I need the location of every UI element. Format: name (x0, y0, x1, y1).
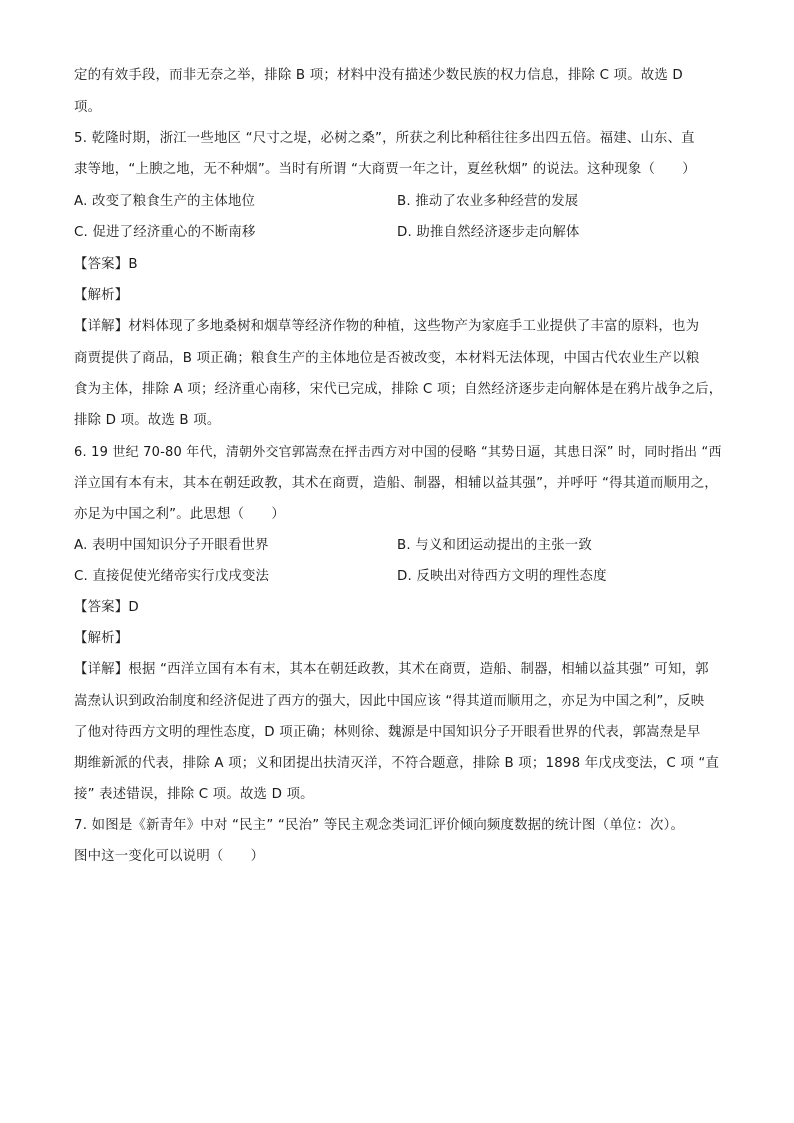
question-5-option-b: B. 推动了农业多种经营的发展 (397, 194, 579, 209)
question-6-option-a: A. 表明中国知识分子开眼看世界 (74, 538, 269, 553)
prev-explanation-line-1: 定的有效手段，而非无奈之举，排除 B 项；材料中没有描述少数民族的权力信息，排除 C 项。故选 D (74, 68, 683, 83)
question-5-stem-line-1: 5. 乾隆时期，浙江一些地区 “尺寸之堤，必树之桑”，所获之利比种稻往往多出四五倍。福建、山东、直 (74, 131, 695, 146)
question-5-analysis-heading: 【解析】 (74, 288, 129, 303)
question-6-detail-line-5: 接” 表述错误，排除 C 项。故选 D 项。 (74, 787, 314, 802)
question-6-answer: 【答案】D (74, 600, 139, 615)
question-5-detail-line-1: 【详解】材料体现了多地桑树和烟草等经济作物的种植，这些物产为家庭手工业提供了丰富的原料，也为 (74, 319, 700, 334)
question-5-detail-line-4: 排除 D 项。故选 B 项。 (74, 413, 221, 428)
prev-explanation-line-2: 项。 (74, 100, 102, 115)
question-6-detail-line-3: 了他对待西方文明的理性态度，D 项正确；林则徐、魏源是中国知识分子开眼看世界的代表，郭嵩焘是早 (74, 725, 701, 740)
question-5-detail-line-2: 商贾提供了商品，B 项正确；粮食生产的主体地位是否被改变，本材料无法体现，中国古代农业生产以粮 (74, 351, 700, 366)
question-6-detail-line-2: 嵩焘认识到政治制度和经济促进了西方的强大，因此中国应该 “得其道而顺用之，亦足为中国之利”，反映 (74, 694, 705, 709)
question-5-option-c: C. 促进了经济重心的不断南移 (74, 225, 256, 240)
question-5-option-a: A. 改变了粮食生产的主体地位 (74, 194, 256, 209)
question-6-option-b: B. 与义和团运动提出的主张一致 (397, 538, 592, 553)
question-7-stem-line-2: 图中这一变化可以说明（ ） (74, 849, 265, 864)
question-5-answer: 【答案】B (74, 257, 138, 272)
question-7-stem-line-1: 7. 如图是《新青年》中对 “民主” “民治” 等民主观念类词汇评价倾向频度数据的统计图（单位：次）。 (74, 818, 685, 833)
question-6-option-c: C. 直接促使光绪帝实行戊戌变法 (74, 569, 270, 584)
question-6-stem-line-2: 洋立国有本有末，其本在朝廷政教，其术在商贾，造船、制器，相辅以益其强”，并呼吁 “得其道而顺用之， (74, 476, 718, 491)
question-6-option-d: D. 反映出对待西方文明的理性态度 (397, 569, 607, 584)
question-6-detail-line-1: 【详解】根据 “西洋立国有本有末，其本在朝廷政教，其术在商贾，造船、制器，相辅以益其强” 可知，郭 (74, 662, 709, 677)
question-6-stem-line-1: 6. 19 世纪 70-80 年代，清朝外交官郭嵩焘在抨击西方对中国的侵略 “其势日逼，其患日深” 时，同时指出 “西 (74, 445, 722, 460)
question-6-detail-line-4: 期维新派的代表，排除 A 项；义和团提出扶清灭洋，不符合题意，排除 B 项；1898 年戊戌变法，C 项 “直 (74, 756, 720, 771)
question-6-analysis-heading: 【解析】 (74, 631, 129, 646)
question-5-detail-line-3: 食为主体，排除 A 项；经济重心南移，宋代已完成，排除 C 项；自然经济逐步走向解体是在鸦片战争之后， (74, 382, 723, 397)
question-6-stem-line-3: 亦足为中国之利”。此思想（ ） (74, 507, 285, 522)
question-5-option-d: D. 助推自然经济逐步走向解体 (397, 225, 580, 240)
question-5-stem-line-2: 隶等地，“上腴之地，无不种烟”。当时有所谓 “大商贾一年之计，夏丝秋烟” 的说法。这种现象（ ） (74, 162, 696, 177)
